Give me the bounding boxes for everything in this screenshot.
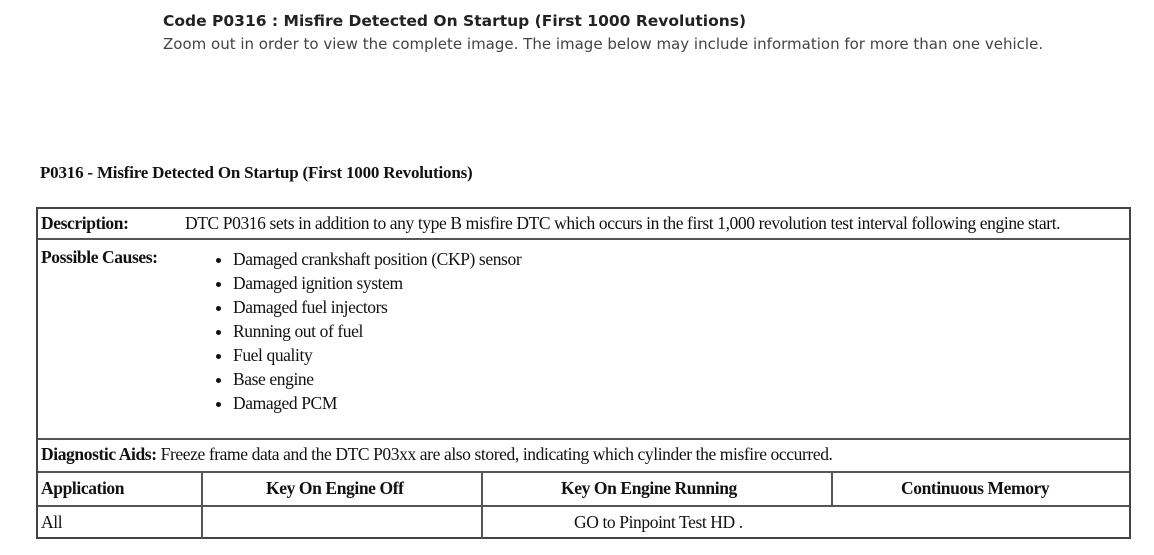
col-header-application: Application [41,478,125,498]
col-header-key-on-engine-off: Key On Engine Off [266,478,404,498]
diagnostic-aids-row [41,444,833,465]
description-text: DTC P0316 sets in addition to any type B misfire DTC which occurs in the first 1,000 revolution test interval following engine start. [185,213,1061,233]
zoom-instruction: Zoom out in order to view the complete image. The image below may include information for more than one vehicle. [163,35,1044,53]
column-divider [481,471,483,539]
cause-item: • Damaged PCM [233,391,521,415]
table-cell-pinpoint-test: GO to Pinpoint Test HD . [574,512,743,532]
column-divider [201,471,203,539]
cause-item: • Damaged ignition system [233,271,521,295]
description-label: Description: [41,213,129,233]
column-divider [831,471,833,505]
cause-item: • Base engine [233,367,521,391]
diagnostic-aids-text: Freeze frame data and the DTC P03xx are also stored, indicating which cylinder the misfire occurred. [160,444,833,464]
possible-causes-list [210,247,521,415]
cause-item: • Fuel quality [233,343,521,367]
table-cell-application: All [41,512,63,532]
cause-item: • Running out of fuel [233,319,521,343]
cause-item: • Damaged crankshaft position (CKP) sensor [233,247,521,271]
code-title: Code P0316 : Misfire Detected On Startup (First 1000 Revolutions) [163,12,747,30]
divider [38,438,1129,440]
col-header-continuous-memory: Continuous Memory [901,478,1050,498]
cause-item: • Damaged fuel injectors [233,295,521,319]
possible-causes-label: Possible Causes: [41,247,158,267]
dtc-info-box [36,207,1131,539]
col-header-key-on-engine-running: Key On Engine Running [561,478,737,498]
divider [38,238,1129,240]
document-title: P0316 - Misfire Detected On Startup (First 1000 Revolutions) [40,163,473,182]
diagnostic-aids-label: Diagnostic Aids: [41,444,157,464]
